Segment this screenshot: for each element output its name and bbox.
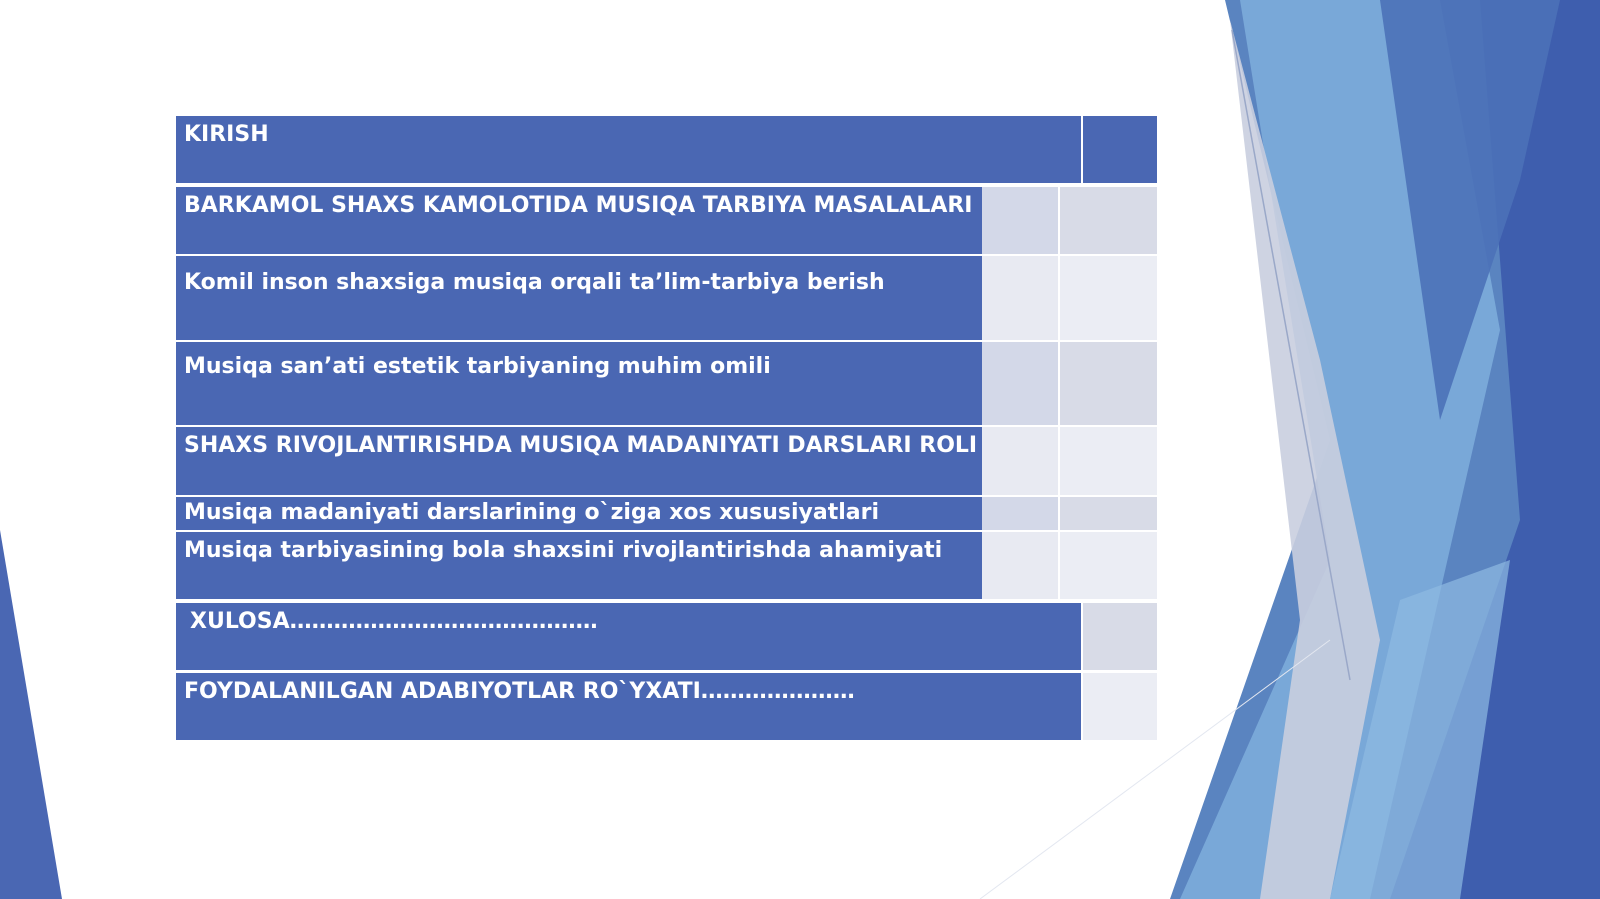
toc-entry: Komil inson shaxsiga musiqa orqali ta’lim-tarbiya berish: [176, 256, 982, 340]
page-cell: [1060, 342, 1157, 425]
table-row: [176, 342, 1157, 425]
page-cell: [1083, 603, 1157, 670]
table-row: [176, 497, 1157, 530]
toc-entry: Musiqa tarbiyasining bola shaxsini rivojlantirishda ahamiyati: [176, 532, 982, 599]
table-row: [176, 187, 1157, 254]
toc-entry: Musiqa madaniyati darslarining o`ziga xos xususiyatlari: [176, 497, 982, 530]
toc-entry: XULOSA……………………………………: [176, 603, 1081, 670]
table-row: [176, 673, 1157, 740]
table-row: [176, 256, 1157, 340]
table-row: [176, 116, 1157, 183]
number-cell: [982, 427, 1058, 495]
number-cell: [982, 256, 1058, 340]
number-cell: [982, 187, 1058, 254]
toc-entry: BARKAMOL SHAXS KAMOLOTIDA MUSIQA TARBIYA MASALALARI: [176, 187, 982, 254]
page-cell: [1060, 532, 1157, 599]
toc-entry: SHAXS RIVOJLANTIRISHDA MUSIQA MADANIYATI DARSLARI ROLI: [176, 427, 982, 495]
toc-entry: KIRISH: [176, 116, 1081, 183]
table-row: [176, 532, 1157, 599]
toc-entry: FOYDALANILGAN ADABIYOTLAR RO`YXATI…………………: [176, 673, 1081, 740]
page-cell: [1060, 256, 1157, 340]
left-edge-shape: [0, 530, 62, 899]
page-cell: [1083, 116, 1157, 183]
page-cell: [1083, 673, 1157, 740]
page-cell: [1060, 497, 1157, 530]
number-cell: [982, 342, 1058, 425]
toc-entry: Musiqa san’ati estetik tarbiyaning muhim omili: [176, 342, 982, 425]
page-cell: [1060, 187, 1157, 254]
number-cell: [982, 532, 1058, 599]
number-cell: [982, 497, 1058, 530]
page-cell: [1060, 427, 1157, 495]
table-row: [176, 603, 1157, 670]
table-row: [176, 427, 1157, 495]
